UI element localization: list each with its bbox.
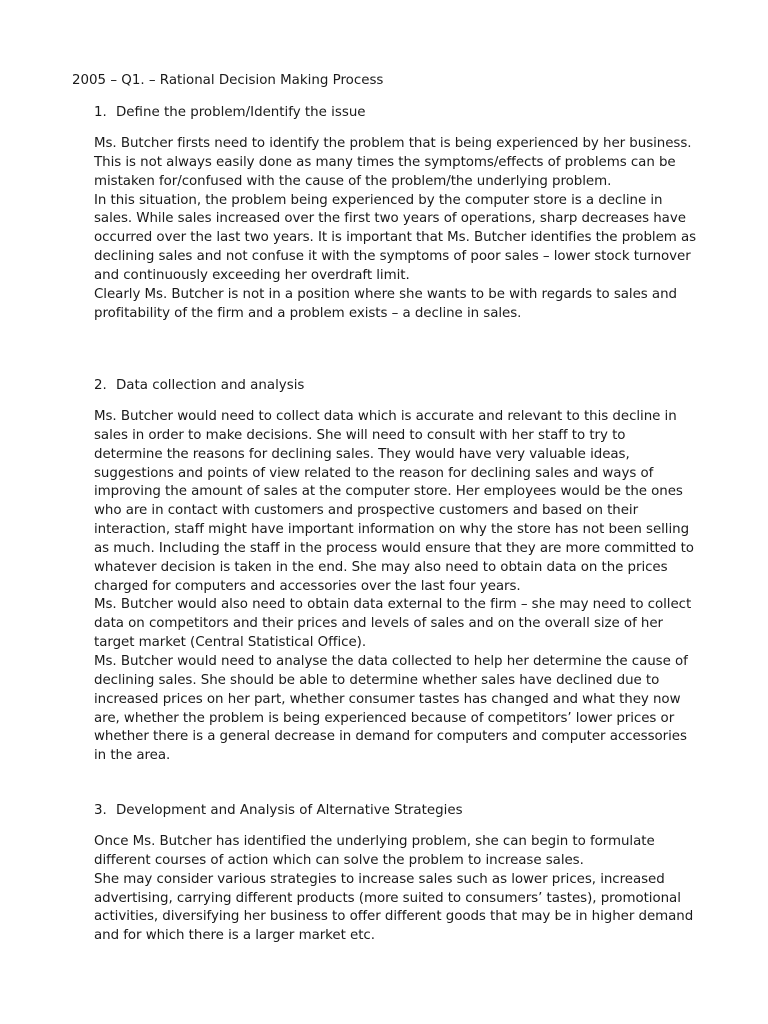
section-number: 1. — [94, 105, 107, 120]
section-heading — [94, 802, 698, 820]
section-data-collection — [94, 377, 698, 766]
paragraph: Once Ms. Butcher has identified the underlying problem, she can begin to formulate different courses of action which can solve the problem to increase sales. — [94, 834, 655, 868]
paragraph: She may consider various strategies to increase sales such as lower prices, increased advertising, carrying different products (more suited to consumers’ tastes), promotional activities, diversifying her business to offer different goods that may be in higher demand and for which there is a larger market etc. — [94, 871, 694, 944]
paragraph: Ms. Butcher would need to analyse the data collected to help her determine the cause of declining sales. She should be able to determine whether sales have declined due to increased prices on her part, whether consumer tastes has changed and what they now are, whether the problem is being experienced because of competitors’ lower prices or whether there is a general decrease in demand for computers and computer accessories in the area. — [94, 653, 688, 764]
paragraph: Ms. Butcher would need to collect data which is accurate and relevant to this decline in sales in order to make decisions. She will need to consult with her staff to try to determine the reasons for declining sales. They would have very valuable ideas, suggestions and points of view related to the reason for declining sales and ways of improving the amount of sales at the computer store. Her employees would be the ones who are in contact with customers and prospective customers and based on their interaction, staff might have important information on why the store has not been selling as much. Including the staff in the process would ensure that they are more committed to whatever decision is taken in the end. She may also need to obtain data on the prices charged for computers and accessories over the last four years. — [94, 409, 694, 594]
section-heading-text: Data collection and analysis — [116, 378, 305, 393]
section-number: 3. — [94, 803, 107, 818]
section-heading — [94, 104, 698, 122]
section-alternative-strategies — [94, 802, 698, 946]
section-body — [94, 135, 698, 323]
section-heading-text: Development and Analysis of Alternative Strategies — [116, 803, 463, 818]
section-heading-text: Define the problem/Identify the issue — [116, 105, 366, 120]
section-body — [94, 833, 698, 946]
document-title: 2005 – Q1. – Rational Decision Making Process — [72, 73, 384, 88]
paragraph: In this situation, the problem being experienced by the computer store is a decline in sales. While sales increased over the first two years of operations, sharp decreases have occurred over the last two years. It is important that Ms. Butcher identifies the problem as declining sales and not confuse it with the symptoms of poor sales – lower stock turnover and continuously exceeding her overdraft limit. — [94, 192, 697, 283]
paragraph: Clearly Ms. Butcher is not in a position where she wants to be with regards to sales and profitability of the firm and a problem exists – a decline in sales. — [94, 286, 677, 321]
paragraph: Ms. Butcher firsts need to identify the problem that is being experienced by her business. This is not always easily done as many times the symptoms/effects of problems can be mistaken for/confused with the cause of the problem/the underlying problem. — [94, 136, 692, 189]
section-number: 2. — [94, 378, 107, 393]
section-define-problem — [94, 104, 698, 323]
section-heading — [94, 377, 698, 395]
paragraph: Ms. Butcher would also need to obtain data external to the firm – she may need to collect data on competitors and their prices and levels of sales and on the overall size of her target market (Central Statistical Office). — [94, 597, 692, 651]
section-body — [94, 408, 698, 766]
